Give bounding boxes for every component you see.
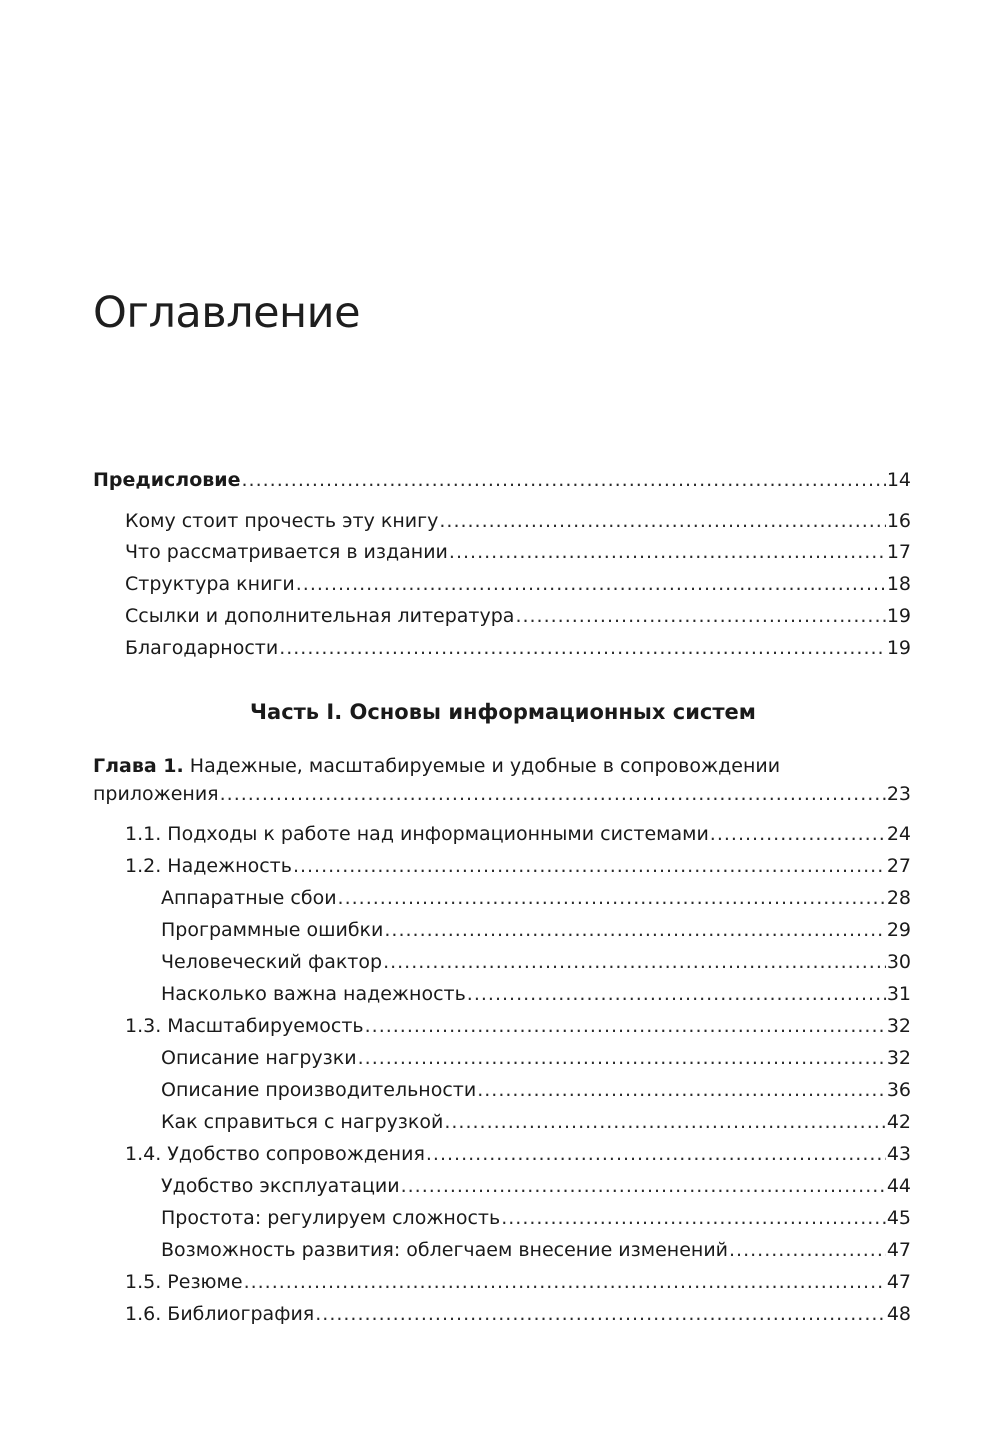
toc-entry[interactable] bbox=[161, 1235, 911, 1265]
toc-entry-page: 32 bbox=[886, 1047, 911, 1069]
toc-entry-page: 47 bbox=[886, 1239, 911, 1261]
toc-entry[interactable] bbox=[125, 851, 911, 881]
toc-entry[interactable] bbox=[125, 569, 911, 599]
toc-entry-label: Структура книги bbox=[125, 573, 295, 595]
toc-entry-page: 42 bbox=[886, 1111, 911, 1133]
leader-dots bbox=[710, 819, 886, 849]
toc-entry[interactable] bbox=[125, 819, 911, 849]
leader-dots bbox=[365, 1011, 886, 1041]
toc-entry-page: 48 bbox=[886, 1303, 911, 1325]
toc-entry-page: 29 bbox=[886, 919, 911, 941]
toc-entry-label: Как справиться с нагрузкой bbox=[161, 1111, 444, 1133]
toc-entry[interactable] bbox=[161, 1203, 911, 1233]
toc-entry[interactable] bbox=[161, 979, 911, 1009]
toc-entry[interactable] bbox=[161, 1171, 911, 1201]
toc-entry-page: 47 bbox=[886, 1271, 911, 1293]
toc-entry-label: Простота: регулируем сложность bbox=[161, 1207, 501, 1229]
toc-entry-page: 19 bbox=[886, 605, 911, 627]
leader-dots bbox=[220, 779, 886, 809]
toc-entry[interactable] bbox=[125, 633, 911, 663]
toc-entry[interactable] bbox=[125, 1011, 911, 1041]
toc-entry-label: Предисловие bbox=[93, 469, 241, 491]
toc-entry-label: 1.5. Резюме bbox=[125, 1271, 243, 1293]
toc-title: Оглавление bbox=[93, 288, 361, 338]
toc-entry[interactable] bbox=[161, 947, 911, 977]
toc-entry-page: 30 bbox=[886, 951, 911, 973]
leader-dots bbox=[729, 1235, 886, 1265]
toc-entry-label: Описание производительности bbox=[161, 1079, 477, 1101]
leader-dots bbox=[296, 569, 886, 599]
toc-entry-label: Ссылки и дополнительная литература bbox=[125, 605, 515, 627]
chapter-title: Надежные, масштабируемые и удобные в сопровождении bbox=[183, 755, 781, 777]
toc-entry[interactable] bbox=[161, 883, 911, 913]
leader-dots bbox=[293, 851, 886, 881]
toc-entry[interactable] bbox=[125, 1267, 911, 1297]
toc-entry-page: 17 bbox=[886, 541, 911, 563]
leader-dots bbox=[358, 1043, 886, 1073]
toc-entry-page: 14 bbox=[886, 469, 911, 491]
toc-entry-label: 1.2. Надежность bbox=[125, 855, 292, 877]
toc-entry-label: Аппаратные сбои bbox=[161, 887, 337, 909]
toc-entry[interactable] bbox=[125, 1299, 911, 1329]
leader-dots bbox=[477, 1075, 886, 1105]
toc-entry-page: 23 bbox=[886, 783, 911, 805]
leader-dots bbox=[501, 1203, 886, 1233]
toc-entry[interactable] bbox=[125, 601, 911, 631]
toc-entry-label: Удобство эксплуатации bbox=[161, 1175, 400, 1197]
toc-entry[interactable] bbox=[161, 1107, 911, 1137]
toc-entry-label: Возможность развития: облегчаем внесение изменений bbox=[161, 1239, 729, 1261]
toc-entry-label: 1.3. Масштабируемость bbox=[125, 1015, 364, 1037]
leader-dots bbox=[383, 947, 886, 977]
leader-dots bbox=[338, 883, 886, 913]
toc-entry-page: 43 bbox=[886, 1143, 911, 1165]
toc-entry-label: Человеческий фактор bbox=[161, 951, 383, 973]
toc-entry[interactable] bbox=[161, 1075, 911, 1105]
toc-entry-label: Кому стоит прочесть эту книгу bbox=[125, 510, 439, 532]
toc-entry[interactable] bbox=[161, 915, 911, 945]
toc-entry-page: 19 bbox=[886, 637, 911, 659]
toc-entry-label: 1.4. Удобство сопровождения bbox=[125, 1143, 425, 1165]
toc-entry-chapter[interactable] bbox=[93, 779, 911, 809]
leader-dots bbox=[315, 1299, 886, 1329]
leader-dots bbox=[439, 506, 885, 536]
toc-entry-label: Описание нагрузки bbox=[161, 1047, 357, 1069]
toc-entry-label: 1.6. Библиография bbox=[125, 1303, 315, 1325]
toc-entry-page: 28 bbox=[886, 887, 911, 909]
chapter-title-line[interactable] bbox=[93, 751, 780, 781]
toc-entry-page: 32 bbox=[886, 1015, 911, 1037]
leader-dots bbox=[467, 979, 886, 1009]
leader-dots bbox=[242, 465, 886, 495]
toc-entry-preface[interactable] bbox=[93, 465, 911, 495]
leader-dots bbox=[426, 1139, 886, 1169]
toc-entry-page: 31 bbox=[886, 983, 911, 1005]
toc-entry-page: 24 bbox=[886, 823, 911, 845]
toc-entry-label: Насколько важна надежность bbox=[161, 983, 466, 1005]
toc-entry-label: Программные ошибки bbox=[161, 919, 384, 941]
leader-dots bbox=[515, 601, 885, 631]
leader-dots bbox=[449, 537, 886, 567]
toc-entry-label: Что рассматривается в издании bbox=[125, 541, 448, 563]
leader-dots bbox=[244, 1267, 886, 1297]
toc-entry[interactable] bbox=[125, 1139, 911, 1169]
leader-dots bbox=[444, 1107, 885, 1137]
toc-entry[interactable] bbox=[125, 537, 911, 567]
leader-dots bbox=[401, 1171, 886, 1201]
toc-entry-page: 44 bbox=[886, 1175, 911, 1197]
leader-dots bbox=[384, 915, 885, 945]
toc-entry[interactable] bbox=[125, 506, 911, 536]
toc-entry-label: приложения bbox=[93, 783, 219, 805]
chapter-prefix: Глава 1. bbox=[93, 755, 184, 777]
leader-dots bbox=[279, 633, 886, 663]
toc-entry-page: 36 bbox=[886, 1079, 911, 1101]
toc-entry-label: 1.1. Подходы к работе над информационными системами bbox=[125, 823, 709, 845]
toc-entry-label: Благодарности bbox=[125, 637, 279, 659]
toc-entry-page: 45 bbox=[886, 1207, 911, 1229]
toc-entry-page: 18 bbox=[886, 573, 911, 595]
toc-entry-page: 27 bbox=[886, 855, 911, 877]
toc-entry-page: 16 bbox=[886, 510, 911, 532]
part-heading: Часть I. Основы информационных систем bbox=[250, 700, 756, 724]
toc-entry[interactable] bbox=[161, 1043, 911, 1073]
